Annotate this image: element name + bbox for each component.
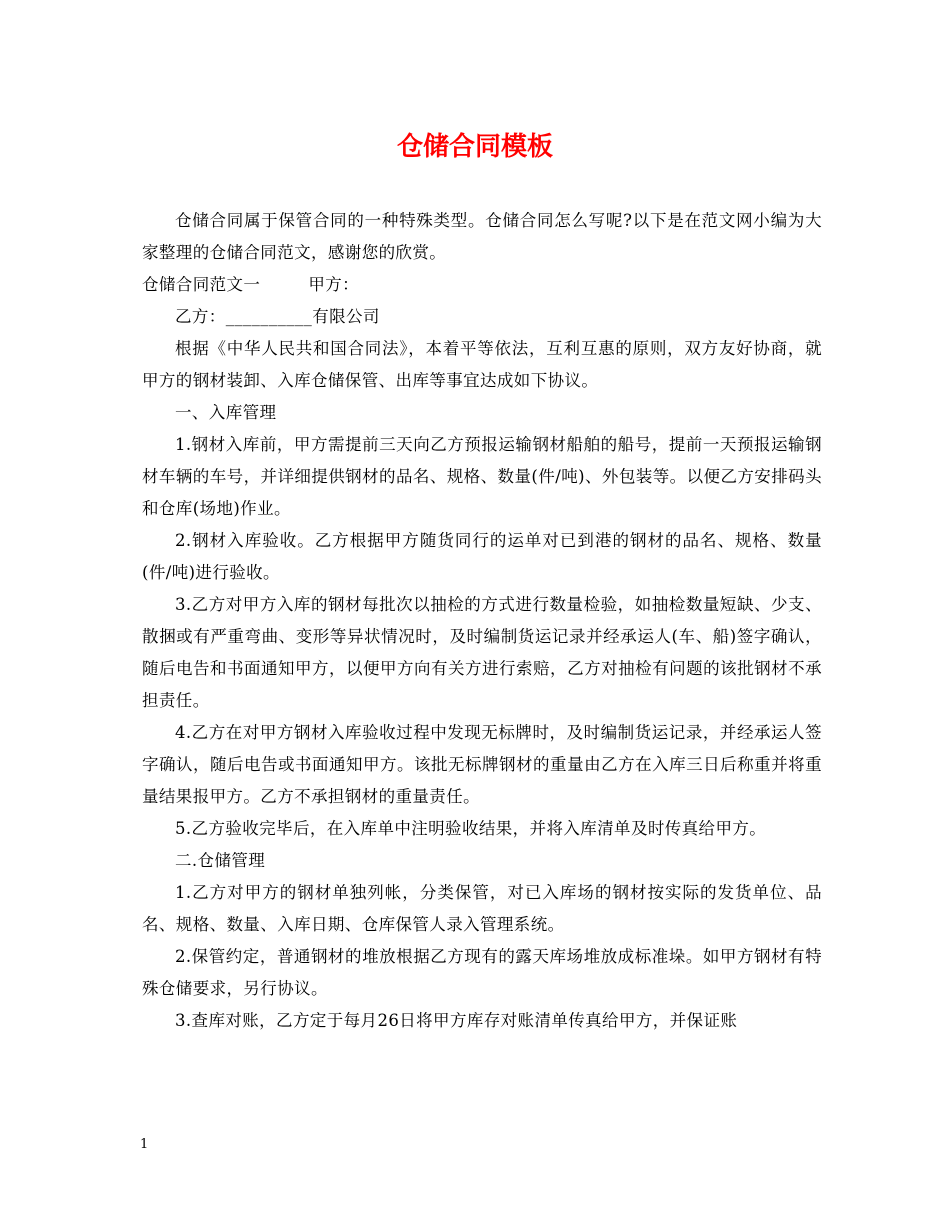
section-2-item: 3.查库对账，乙方定于每月26日将甲方库存对账清单传真给甲方，并保证账 (175, 1011, 738, 1030)
section-1-heading: 一、入库管理 (175, 403, 277, 422)
document-body (142, 205, 822, 1037)
party-a-label: 甲方： (308, 275, 360, 294)
section-2-heading: 二.仓储管理 (175, 851, 266, 870)
sample-heading-line (142, 269, 822, 301)
section-1-item: 5.乙方验收完毕后，在入库单中注明验收结果，并将入库清单及时传真给甲方。 (175, 819, 767, 838)
section-2-item: 1.乙方对甲方的钢材单独列帐，分类保管，对已入库场的钢材按实际的发货单位、品名、规格、数量、入库日期、仓库保管人录入管理系统。 (142, 883, 822, 934)
intro-paragraph: 仓储合同属于保管合同的一种特殊类型。仓储合同怎么写呢?以下是在范文网小编为大家整理的仓储合同范文，感谢您的欣赏。 (142, 211, 822, 262)
sample-label: 仓储合同范文一 (142, 275, 261, 294)
section-1-item: 2.钢材入库验收。乙方根据甲方随货同行的运单对已到港的钢材的品名、规格、数量(件/吨)进行验收。 (142, 531, 822, 582)
preamble-paragraph: 根据《中华人民共和国合同法》，本着平等依法，互利互惠的原则，双方友好协商，就甲方的钢材装卸、入库仓储保管、出库等事宜达成如下协议。 (142, 339, 822, 390)
section-1-item: 1.钢材入库前，甲方需提前三天向乙方预报运输钢材船舶的船号，提前一天预报运输钢材车辆的车号，并详细提供钢材的品名、规格、数量(件/吨)、外包装等。以便乙方安排码头和仓库(场地)作业。 (142, 435, 822, 518)
section-2-item: 2.保管约定，普通钢材的堆放根据乙方现有的露天库场堆放成标准垛。如甲方钢材有特殊仓储要求，另行协议。 (142, 947, 822, 998)
section-1-item: 3.乙方对甲方入库的钢材每批次以抽检的方式进行数量检验，如抽检数量短缺、少支、散捆或有严重弯曲、变形等异状情况时，及时编制货运记录并经承运人(车、船)签字确认，随后电告和书面通知甲方，以便甲方向有关方进行索赔，乙方对抽检有问题的该批钢材不承担责任。 (142, 595, 822, 710)
document-title: 仓储合同模板 (396, 132, 553, 162)
page-number: 1 (140, 1137, 149, 1152)
party-b-line: 乙方：__________有限公司 (175, 307, 380, 326)
section-1-item: 4.乙方在对甲方钢材入库验收过程中发现无标牌时，及时编制货运记录，并经承运人签字确认，随后电告或书面通知甲方。该批无标牌钢材的重量由乙方在入库三日后称重并将重量结果报甲方。乙方不承担钢材的重量责任。 (142, 723, 822, 806)
